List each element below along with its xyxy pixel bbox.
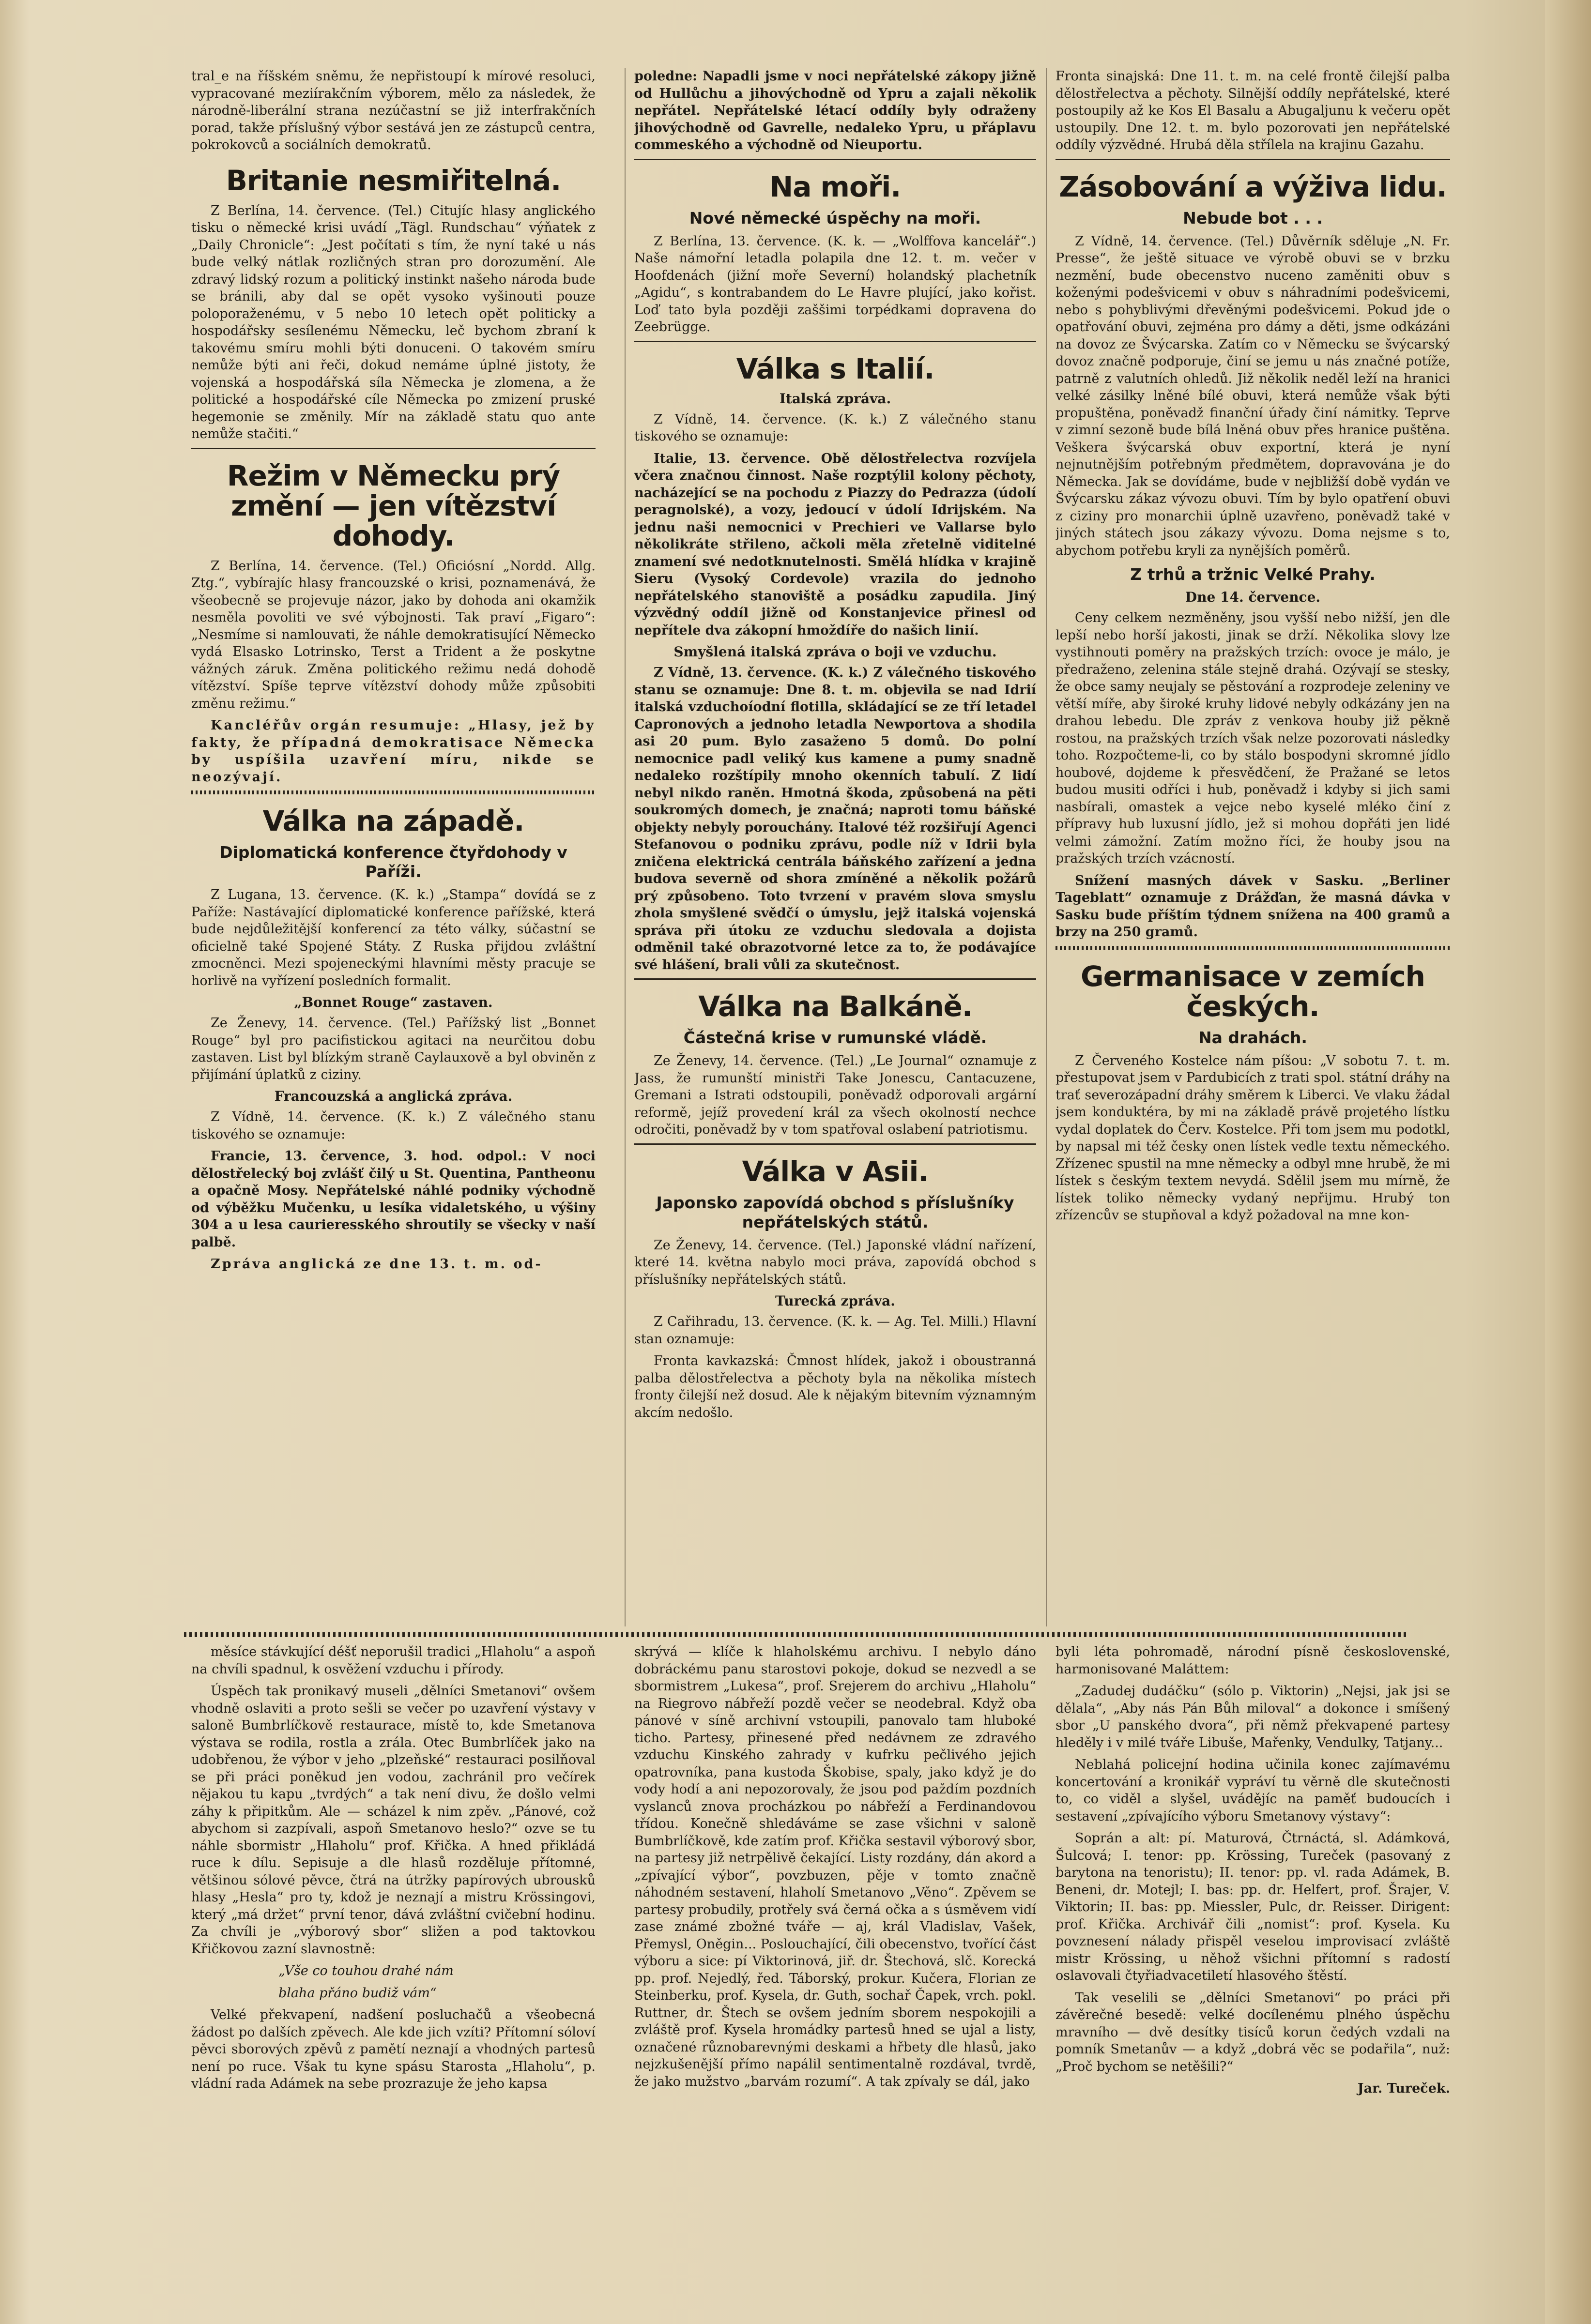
dotted-divider bbox=[1056, 946, 1450, 950]
divider bbox=[191, 448, 596, 449]
article-turecka-intro: Z Cařihradu, 13. července. (K. k. — Ag. Tel. Milli.) Hlavní stan oznamuje: bbox=[634, 1314, 1036, 1347]
headline-rezim: Režim v Německu prý změní — jen vítězství dohody. bbox=[227, 459, 560, 552]
article-masne-davky: Snížení masných dávek v Sasku. „Berliner Tageblatt“ oznamuje z Drážďan, že masná dávka v Sasku bude příštím týdnem snížena na 400 gramů a brzy na 250 gramů. bbox=[1056, 873, 1450, 940]
article-francouzska-report: Francie, 13. července, 3. hod. odpol.: V noci dělostřelecký boj zvlášť čilý u St. Quentina, Pantheonu a opačně Mosy. Nepřátelské náhlé podniky východně od výběžku Mučenku, u lesíka vidaletského, u výšiny 304 a u lesa caurieresského shroutily se všecky v naší palbě. bbox=[191, 1149, 596, 1250]
feuilleton-paragraph: „Zadudej dudáčku“ (sólo p. Viktorin) „Nejsi, jak jsi se dělala“, „Aby nás Pán Bůh miloval“ a dokonce i smíšený sbor „U panského dvora“, při němž překvapené partesy hleděly i v milé tváře Libuše, Mařenky, Vendulky, Tatjany... bbox=[1056, 1684, 1450, 1750]
feuilleton-verse: „Vše co touhou drahé nám bbox=[278, 1963, 454, 1978]
article-diplomaticka: Z Lugana, 13. července. (K. k.) „Stampa“ dovídá se z Paříže: Nastávající diplomatické konference pařížské, která bude nejdůležitější konferencí za této války, súčastní se oficielně také Spojené Státy. Z Ruska přijdou zvláštní zmocněnci. Mezi spojeneckými hlavními městy pracuje se horlivě na vyřízení posledních formalit. bbox=[191, 887, 596, 988]
column-gutter bbox=[1046, 68, 1047, 1626]
feuilleton-paragraph: Soprán a alt: pí. Maturová, Čtrnáctá, sl. Adámková, Šulcová; I. tenor: pp. Krössing, Tureček (pasovaný z barytona na tenoristu); II. tenor: pp. vl. rada Adámek, B. Beneni, dr. Motejl; I. bas: pp. dr. Helfert, prof. Šrajer, V. Viktorin; II. bas: pp. Miessler, Pulc, dr. Reisser. Dirigent: prof. Křička. Archivář čili „nomist“: prof. Kysela. Ku povznesení nálady přispěl veselou improvisací zvláště mistr Krössing, u něhož všichni přítomní s radostí oslavovali čtyřiadvacetiletí hlasového štěstí. bbox=[1056, 1831, 1450, 1983]
article-italie-report: Italie, 13. července. Obě dělostřelectva rozvíjela včera značnou činnost. Naše rozptýlil kolony pěchoty, nacházející se na pochodu z Piazzy do Pedrazza (údolí peragnolské), a vozy, jedoucí v údolí Idrijském. Na jednu naši nemocnici v Prechieri ve Vallarse bylo několikráte střileno, ačkoli měla zřetelně viditelné znamení své nedotknutelnosti. Smělá hlídka v krajině Sieru (Vysoký Cordevole) vrazila do jednoho nepřátelského stanoviště a posádku zapudila. Jiný výzvědný oddíl jižně od Konstanjevice přinesl od nepřítele dva zákopní hmoždíře do našich linií. bbox=[634, 451, 1036, 638]
subheadline-rumunska: Částečná krise v rumunské vládě. bbox=[683, 1028, 987, 1047]
subheadline-bonnet-rouge: „Bonnet Rouge“ zastaven. bbox=[294, 994, 493, 1010]
article-smyslena: Z Vídně, 13. července. (K. k.) Z válečného tiskového stanu se oznamuje: Dne 8. t. m. objevila se nad Idrií italská vzduchoíodní flotilla, skládající se ze tří letadel Capronových a jednoho letadla Newportova a shodila asi 20 pum. Bylo zasaženo 5 domů. Do polní nemocnice padl veliký kus kamene a pumy snadně nedaleko rozštípily mnoho okenních tabulí. Z lidí nebyl nikdo raněn. Hmotná škoda, způsobená na pěti soukromých domech, je značná; naproti tomu báňské objekty nebyly porouchány. Italové též rozšiřují Agenci Stefanovou o podniku zprávu, podle níž v Idrii byla zničena elektrická centrála báňského zařízení a jedna budova severně od shora zmíněné a několik požárů prý způsobeno. Toto tvrzení v pravém slova smyslu zhola smyšlené svědčí o úmyslu, jejž italská vojenská správa při útoku ze vzduchu sledovala a dojista odměnil také obrazotvorné letce za to, že podávajíce své hlášení, brali vůli za skutečnost. bbox=[634, 665, 1036, 972]
article-britanie: Z Berlína, 14. července. (Tel.) Citujíc hlasy anglického tisku o německé krisi uvádí „Tägl. Rundschau“ výňatek z „Daily Chronicle“: „Jest počítati s tím, že nyní také u nás bude velký nátlak rozličných stran pro dorozumění. Ale zdravý lidský rozum a politický instinkt našeho národa bude se bránili, aby dal se opět vysoko vyšinouti pouze poloporaženému, v 5 nebo 10 letech opět politicky a hospodářsky sesílenému Německu, leč bychom zbraní k takovému smíru mohli býti donuceni. O takovém smíru nemůže býti ani řeči, dokud nemáme úplné jistoty, že vojenská a hospodářská síla Německa je zlomena, a že politické a hospodářské cíle Německa po zmizení pruské hegemonie se změnily. Mír na základě statu quo ante nemůže stačiti.“ bbox=[191, 203, 596, 441]
article-nebude-bot: Z Vídně, 14. července. (Tel.) Důvěrník sděluje „N. Fr. Presse“, že ještě situace ve výrobě obuvi se v brzku nezmění, bude obecenstvo nuceno zaměniti obuv s koženými podešvicemi v obuv s náhradními podešvicemi, nebo s pohyblivými dřevěnými podešvicemi. Pokud jde o opatřování obuvi, zejména pro dámy a děti, jsme odkázáni na dovoz ze Švýcarska. Zatím co v Německu se švýcarský dovoz značně podporuje, činí se jemu u nás značné potíže, patrně z valutních ohledů. Již několik neděl leží na hranici velké zásilky lněné bílé obuvi, která nemůže však býti propuštěna, poněvadž finanční úřady činí námitky. Teprve v zimní sezoně bude bílá lněná obuv přes hranice puštěna. Veškera švýcarská obuv exportní, která je nyní nejnutnějším potřebným předmětem, dopravována je do Německa. Jak se dovídáme, bude v nejbližší době vydán ve Švýcarsku zákaz vývozu obuvi. Tím by bylo opatření obuvi z ciziny pro monarchii úplně uzavřeno, poněvadž také v jiných státech jsou zákazy vývozu. Doma nejsme s to, abychom potřebu kryli za nynějších poměrů. bbox=[1056, 233, 1450, 558]
article-italie-intro: Z Vídně, 14. července. (K. k.) Z válečného stanu tiskového se oznamuje: bbox=[634, 411, 1036, 444]
article-rezim: Z Berlína, 14. července. (Tel.) Oficiósní „Nordd. Allg. Ztg.“, vybírajíc hlasy francouzské o krisi, poznamenává, že všeobecně se projevuje názor, jako by dohoda ani okamžik nesměla povoliti ve své výbojnosti. Tak praví „Figaro“: „Nesmíme si namlouvati, že náhle demokratisující Německo vydá Elsasko Lotrinsko, Terst a Trident a že poskytne vážných záruk. Změna politického režimu nedá dohodě vítězství. Spíše teprve vítězství dohody může způsobiti změnu režimu.“ bbox=[191, 558, 596, 711]
intro-paragraph: tral_e na říšském sněmu, že nepřistoupí k mírové resoluci, vypracované meziírakčním výborem, mělo za následek, že národně-liberální strana nezúčastní se již interfrakčních porad, takže příslušný výbor sestává jen ze zástupců centra, pokrokovců a sociálních demokratů. bbox=[191, 69, 596, 152]
headline-zasobovani: Zásobování a výživa lidu. bbox=[1059, 170, 1447, 203]
headline-balkan: Válka na Balkáně. bbox=[698, 990, 972, 1023]
feuilleton-paragraph: skrývá — klíče k hlaholskému archivu. I nebylo dáno dobráckému panu starostovi pokoje, dokud se nezvedl a se sbormistrem „Lukesa“, prof. Srejerem do archivu „Hlaholu“ na Riegrovo nábřeží pozdě večer se neodebral. Když oba pánové v síně archivní vstoupili, panovalo tam hluboké ticho. Partesy, přinesené před nedávnem ze zdravého vzduchu Kinského zahrady v kufrku pečlivého jejich opatrovníka, pana kustoda Škobise, spaly, jako když je do vody hodí a ani nepozorovaly, že jsou pod paždím pozdních vyslanců znova procházkou po nábřeží a Ferdinandovou třídou. Konečně shledáváme se zase všichni v saloně Bumbrlíčkově, kde zatím prof. Křička sestavil výborový sbor, na partesy již netrpělivě čekající. Listy rozdány, dán akord a „zpívající výbor“, povzbuzen, pěje v tomto značně náhodném sestavení, hlaholí Smetanovo „Věno“. Zpěvem se partesy probudily, protřely svá černá očka a s úsměvem vidí zase známé zbožné tváře — aj, král Vladislav, Vašek, Přemysl, Oněgin... Poslouchající, čili obecenstvo, tvořící část výboru a sice: pí Viktorinová, jiř. dr. Štechová, slč. Korecká pp. prof. Nejedlý, řed. Táborský, prokur. Kučera, Florian ze Steinberku, prof. Kysela, dr. Guth, sochař Čapek, vrch. pokl. Ruttner, dr. Štech se ovšem jedním sborem nespokojili a zvláště prof. Kysela hromádky partesů hned se ujal a listy, označené různobarevnými deskami a hřbety dle hlasů, jako nejzkušenější přímo napálil sentimentalně rozdával, tvrdě, že jako mužstvo „barvám rozumí“. A tak zpívaly se dál, jako bbox=[634, 1644, 1036, 2089]
feuilleton-column-3 bbox=[1056, 1643, 1450, 2292]
column-1 bbox=[191, 68, 596, 1617]
feuilleton-paragraph: měsíce stávkující déšť neporušil tradici „Hlaholu“ a aspoň na chvíli spadnul, k osvěžení vzduchu i přírody. bbox=[191, 1644, 596, 1677]
subheadline-smyslena: Smyšlená italská zpráva o boji ve vzduchu. bbox=[673, 644, 997, 660]
subheadline-mori: Nové německé úspěchy na moři. bbox=[689, 208, 981, 228]
headline-germanisace: Germanisace v zemích českých. bbox=[1081, 959, 1425, 1023]
article-zapad-cont: poledne: Napadli jsme v noci nepřátelské zákopy jižně od Hullůchu a jihovýchodně od Ypru a zajali několik nepřátel. Nepřátelské létací oddíly byly odraženy jihovýchodně od Gavrelle, nedaleko Ypru, u přáplavu commeského a východně od Nieuportu. bbox=[634, 69, 1036, 152]
headline-britanie: Britanie nesmiřitelná. bbox=[226, 164, 561, 197]
feuilleton-paragraph: Velké překvapení, nadšení posluchačů a všeobecná žádost po dalších zpěvech. Ale kde jich vzíti? Přítomní sóloví pěvci sborových zpěvů z pamětí neznají a vhodných partesů není po ruce. Však tu kyne spásu Starosta „Hlaholu“, p. vládní rada Adámek na sebe prozrazuje že jeho kapsa bbox=[191, 2007, 596, 2091]
article-japonsko: Ze Ženevy, 14. července. (Tel.) Japonské vládní nařízení, které 14. května nabylo moci práva, zapovídá obchod s příslušníky nepřátelských států. bbox=[634, 1237, 1036, 1287]
headline-na-mori: Na moři. bbox=[769, 170, 901, 203]
divider bbox=[634, 1143, 1036, 1145]
column-3 bbox=[1056, 68, 1450, 1617]
subheadline-francouzska: Francouzská a anglická zpráva. bbox=[274, 1088, 513, 1104]
divider bbox=[634, 341, 1036, 342]
article-trhy: Ceny celkem nezměněny, jsou vyšší nebo nižší, jen dle lepší nebo horší jakosti, jinak se drží. Několika slovy lze vystihnouti poměry na pražských trzích: ovoce je málo, je předraženo, zelenina stále stejně drahá. Ozývají se stesky, že obce samy neujaly se pěstování a rozprodeje zeleniny ve větší míře, aby široké kruhy lidové nebyly odkázány jen na drahou lebedu. Dle zpráv z venkova houby již pěkně rostou, na pražských trzích však nelze pozorovati následky toho. Rozpočteme-li, co by stálo bospodyni skromné jídlo houbové, dojdeme k přesvědčení, že Pražané se letos budou musiti odříci i hub, poněvadž i kdyby si jich sami nasbírali, omastek a vejce nebo kyselé mléko činí z přípravy hub luxusní jídlo, jež si mohou dopřáti jen lidé velmi zámožní. Zatím možno říci, že houby jsou na pražských trzích vzácností. bbox=[1056, 610, 1450, 866]
column-gutter bbox=[625, 68, 626, 1626]
subheadline-italska: Italská zpráva. bbox=[779, 390, 891, 407]
feuilleton-paragraph: byli léta pohromadě, národní písně československé, harmonisované Maláttem: bbox=[1056, 1644, 1450, 1677]
divider bbox=[634, 159, 1036, 160]
article-bonnet-rouge: Ze Ženevy, 14. července. (Tel.) Pařížský list „Bonnet Rouge“ byl pro pacifistickou agitaci na neurčitou dobu zastaven. List byl blízkým straně Caylauxově a byl obviněn z přijímání úplatků z ciziny. bbox=[191, 1016, 596, 1082]
feuilleton-separator bbox=[184, 1632, 1409, 1637]
column-2 bbox=[634, 68, 1036, 1617]
article-turecka-report: Fronta kavkazská: Čmnost hlídek, jakož i oboustranná palba dělostřelectva a pěchoty byla na několika místech fronty čilejší než dosud. Ale k nějakým bitevním významným akcím nedošlo. bbox=[634, 1353, 1036, 1420]
subheadline-turecka: Turecká zpráva. bbox=[775, 1293, 896, 1309]
dotted-divider bbox=[191, 790, 596, 794]
date-trhy: Dne 14. července. bbox=[1185, 589, 1321, 605]
article-na-drahach: Z Červeného Kostelce nám píšou: „V sobotu 7. t. m. přestupovat jsem v Pardubicích z trati spol. státní dráhy na trať severozápadní dráhy směrem k Liberci. Ve vlaku žádal jsem konduktéra, by mi na základě právě projetého lístku vydal doplatek do Červ. Kostelce. Při tom jsem mu podotkl, by napsal mi též česky onen lístek vedle textu německého. Zřízenec spustil na mne německy a odbyl mne hrubě, že mi lístek s českým textem nevydá. Sdělil jsem mu mírně, že lístek toliko německy vydaný nepřijmu. Hrubý ton zřízencův se stupňoval a když požadoval na mne kon- bbox=[1056, 1053, 1450, 1223]
page-edge-shadow bbox=[1545, 0, 1591, 2324]
headline-asie: Válka v Asii. bbox=[742, 1154, 929, 1188]
feuilleton-paragraph: Tak veselili se „dělníci Smetanovi“ po práci při závěrečné besedě: velké docílenému plného úspěchu mravního — dvě desítky tisíců korun čedých vzdali na pomník Smetanův — a když „dobrá věc se podařila“, nuž: „Proč bychom se netěšili?“ bbox=[1056, 1990, 1450, 2074]
headline-italie: Válka s Italií. bbox=[736, 352, 934, 385]
divider bbox=[1056, 159, 1450, 160]
article-francouzska-intro: Z Vídně, 14. července. (K. k.) Z válečného stanu tiskového se oznamuje: bbox=[191, 1109, 596, 1142]
headline-valka-zapad: Válka na západě. bbox=[262, 805, 524, 837]
feuilleton-column-2 bbox=[634, 1643, 1036, 2292]
subheadline-nebude-bot: Nebude bot . . . bbox=[1183, 208, 1323, 228]
divider bbox=[634, 978, 1036, 980]
feuilleton-column-1 bbox=[191, 1643, 596, 2292]
subheadline-na-drahach: Na drahách. bbox=[1198, 1028, 1307, 1047]
feuilleton-paragraph: Neblahá policejní hodina učinila konec zajímavému koncertování a kronikář vypráví tu věrně dle skutečnosti to, co viděl a slyšel, uvádějíc na paměť budoucích i sestavení „zpívajícího výboru Smetanovy výstavy“: bbox=[1056, 1757, 1450, 1824]
author-signature: Jar. Tureček. bbox=[1357, 2081, 1450, 2096]
feuilleton-paragraph: Úspěch tak pronikavý museli „dělníci Smetanovi“ ovšem vhodně oslaviti a proto sešli se večer po uzavření výstavy v saloně Bumbrlíčkově restaurace, místě to, kde Smetanova výstava se rodila, rostla a zrála. Otec Bumbrlíček jako na udobřenou, že výbor v jeho „plzeňské“ restauraci posilňoval se při práci poněkud jen vodou, zachránil pro večírek nějakou tu kapu „tvrdých“ a tak není divu, že došlo velmi záhy k připitkům. Ale — scházel k nim zpěv. „Pánové, což abychom si zazpívali, aspoň Smetanovo heslo?“ ozve se tu náhle sbormistr „Hlaholu“ prof. Křička. A hned přikládá ruce k dílu. Sepisuje a dle hlasů rozděluje přítomné, většinou sólové pěvce, čtrá na útržky papírových ubrousků hlasy „Hesla“ pro ty, kdož je neznají a mistru Krössingovi, který „má držet“ první tenor, dává zvláštní cvičební hodinu. Za chvíli je „výborový sbor“ sližen a pod taktovkou Křičkovou zazní slavnostně: bbox=[191, 1684, 596, 1957]
article-anglicka-start: Zpráva anglická ze dne 13. t. m. od- bbox=[211, 1257, 543, 1272]
article-balkan: Ze Ženevy, 14. července. (Tel.) „Le Journal“ oznamuje z Jass, že rumunští ministři Take Jonescu, Cantacuzene, Gremani a Istrati odstoupili, poněvadž odporovali argární reformě, jejíž provedení král za všech okolností nechce odročiti, poněvadž by v tom spatřoval oslabení patriotismu. bbox=[634, 1053, 1036, 1137]
subheadline-diplomaticka: Diplomatická konference čtyřdohody v Paříži. bbox=[219, 843, 567, 881]
article-sinaj: Fronta sinajská: Dne 11. t. m. na celé frontě čilejší palba dělostřelectva a pěchoty. Silnější oddíly nepřátelské, které postoupily až ke Kos El Basalu a Abugaljunu k večeru opět ustoupily. Dne 12. t. m. bylo pozorovati jen nepřátelské oddíly výzvědné. Hrubá děla střílela na krajinu Gazahu. bbox=[1056, 69, 1450, 152]
article-mori: Z Berlína, 13. července. (K. k. — „Wolffova kancelář“.) Naše námořní letadla polapila dne 12. t. m. večer v Hoofdenách (jižní moře Severní) holandský plachetník „Agidu“, s kontrabandem do Le Havre plující, jako kořist. Loď tato byla později zaššimi torpédkami dopravena do Zeebrügge. bbox=[634, 233, 1036, 334]
subheadline-trhy: Z trhů a tržnic Velké Prahy. bbox=[1130, 565, 1376, 584]
subheadline-japonsko: Japonsko zapovídá obchod s příslušníky nepřátelských států. bbox=[656, 1193, 1014, 1231]
feuilleton-verse: blaha přáno budiž vám“ bbox=[278, 1985, 437, 2001]
article-rezim-resume: Kancléřův orgán resumuje: „Hlasy, jež by fakty, že případná demokratisace Německa by uspíšila uzavření míru, nikde se neozývají. bbox=[191, 718, 596, 785]
